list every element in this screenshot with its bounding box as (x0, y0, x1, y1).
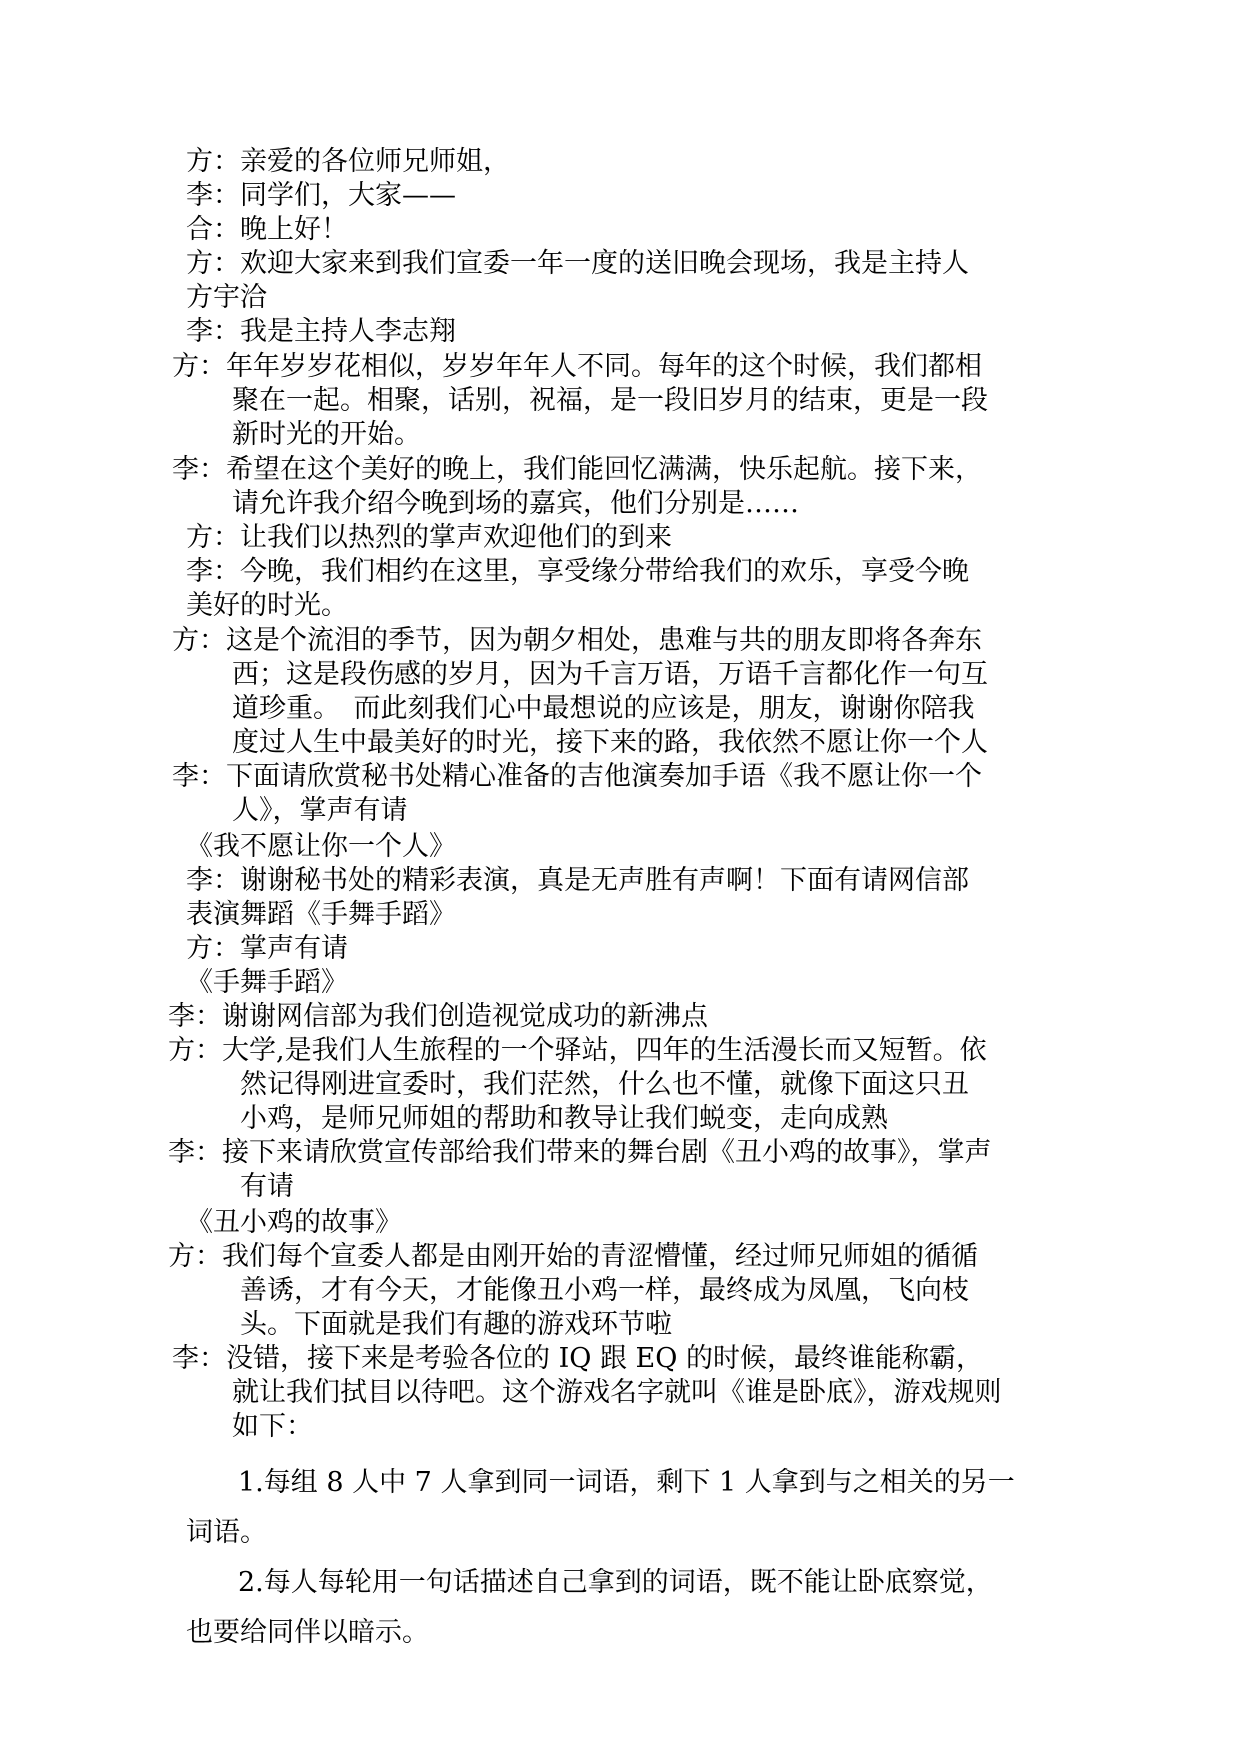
script-line: 表演舞蹈《手舞手蹈》 (186, 899, 456, 930)
script-line: 李：接下来请欣赏宣传部给我们带来的舞台剧《丑小鸡的故事》，掌声 (168, 1137, 992, 1168)
program-title: 《手舞手蹈》 (186, 967, 348, 998)
script-line: 然记得刚进宣委时，我们茫然，什么也不懂，就像下面这只丑 (240, 1069, 969, 1100)
script-line: 度过人生中最美好的时光，接下来的路，我依然不愿让你一个人 (232, 727, 988, 758)
script-line: 新时光的开始。 (232, 419, 421, 450)
script-line: 李：谢谢网信部为我们创造视觉成功的新沸点 (168, 1001, 708, 1032)
script-line: 头。下面就是我们有趣的游戏环节啦 (240, 1309, 672, 1340)
script-line: 方：欢迎大家来到我们宣委一年一度的送旧晚会现场，我是主持人 (186, 248, 969, 279)
script-line: 李：希望在这个美好的晚上，我们能回忆满满，快乐起航。接下来， (172, 454, 982, 485)
rule-line: 词语。 (186, 1517, 267, 1548)
script-line: 西；这是段伤感的岁月，因为千言万语，万语千言都化作一句互 (232, 659, 988, 690)
script-line: 方：年年岁岁花相似，岁岁年年人不同。每年的这个时候，我们都相 (172, 351, 982, 382)
script-line: 方：掌声有请 (186, 933, 348, 964)
script-line: 善诱，才有今天，才能像丑小鸡一样，最终成为凤凰，飞向枝 (240, 1275, 969, 1306)
script-line: 方：我们每个宣委人都是由刚开始的青涩懵懂，经过师兄师姐的循循 (168, 1241, 978, 1272)
script-line: 道珍重。 而此刻我们心中最想说的应该是，朋友，谢谢你陪我 (232, 693, 975, 724)
script-line: 方：这是个流泪的季节，因为朝夕相处，患难与共的朋友即将各奔东 (172, 625, 982, 656)
script-line: 如下： (232, 1411, 313, 1442)
script-line: 人》，掌声有请 (232, 795, 408, 826)
script-line: 美好的时光。 (186, 590, 348, 621)
script-line: 方宇洽 (186, 282, 267, 313)
script-line: 合：晚上好！ (186, 214, 348, 245)
program-title: 《丑小鸡的故事》 (186, 1207, 402, 1238)
script-line: 方：亲爱的各位师兄师姐， (186, 146, 510, 177)
script-line: 李：没错，接下来是考验各位的 IQ 跟 EQ 的时候，最终谁能称霸， (172, 1343, 983, 1374)
script-line: 聚在一起。相聚，话别，祝福，是一段旧岁月的结束，更是一段 (232, 385, 988, 416)
script-line: 方：大学,是我们人生旅程的一个驿站，四年的生活漫长而又短暂。依 (168, 1035, 987, 1066)
script-line: 李：我是主持人李志翔 (186, 316, 456, 347)
script-line: 就让我们拭目以待吧。这个游戏名字就叫《谁是卧底》，游戏规则 (232, 1377, 1002, 1408)
rule-line: 1.每组 8 人中 7 人拿到同一词语，剩下 1 人拿到与之相关的另一 (238, 1467, 1015, 1498)
rule-line: 也要给同伴以暗示。 (186, 1617, 429, 1648)
script-line: 李：谢谢秘书处的精彩表演，真是无声胜有声啊！下面有请网信部 (186, 865, 969, 896)
script-line: 有请 (240, 1171, 294, 1202)
script-line: 请允许我介绍今晚到场的嘉宾，他们分别是…… (232, 488, 799, 519)
program-title: 《我不愿让你一个人》 (186, 831, 456, 862)
script-line: 方：让我们以热烈的掌声欢迎他们的到来 (186, 522, 672, 553)
script-line: 李：下面请欣赏秘书处精心准备的吉他演奏加手语《我不愿让你一个 (172, 761, 982, 792)
script-line: 小鸡，是师兄师姐的帮助和教导让我们蜕变，走向成熟 (240, 1103, 888, 1134)
script-line: 李：今晚，我们相约在这里，享受缘分带给我们的欢乐，享受今晚 (186, 556, 969, 587)
rule-line: 2.每人每轮用一句话描述自己拿到的词语，既不能让卧底察觉， (238, 1567, 993, 1598)
script-line: 李：同学们，大家—— (186, 180, 456, 211)
